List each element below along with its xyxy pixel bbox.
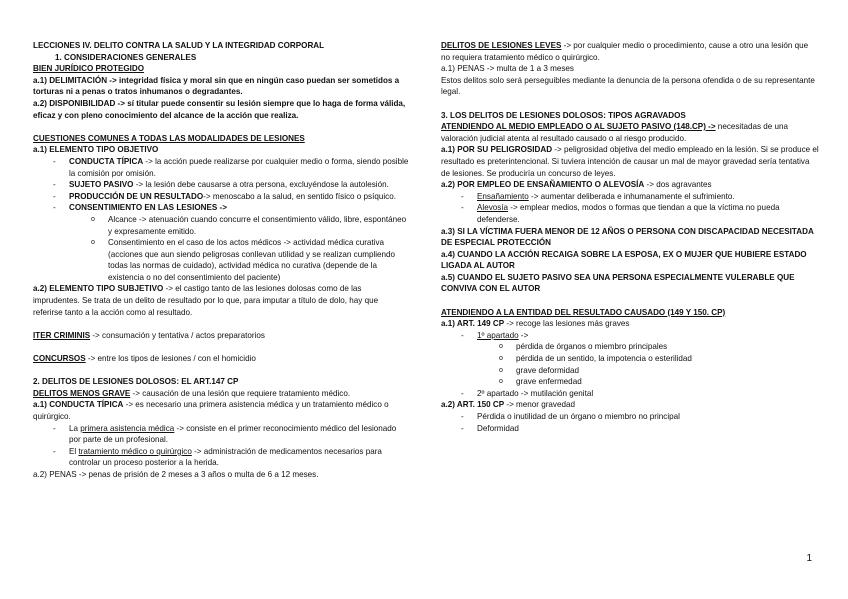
paragraph: ITER CRIMINIS -> consumación y tentativa / actos preparatorios — [33, 330, 265, 340]
list-item: - Pérdida o inutilidad de un órgano o miembro no principal — [441, 411, 819, 423]
paragraph: a.1) CONDUCTA TÍPICA -> es necesario una primera asistencia médica y un tratamiento médico o quirúrgico. — [33, 400, 389, 421]
sub-list-item: o Alcance -> atenuación cuando concurre el consentimiento válido, libre, espontáneo y expresamente emitido. — [33, 214, 410, 237]
section-heading: 1. CONSIDERACIONES GENERALES — [55, 52, 197, 62]
list-item: - 2º apartado -> mutilación genital — [441, 388, 819, 400]
left-column — [33, 40, 410, 481]
section-heading: 3. LOS DELITOS DE LESIONES DOLOSOS: TIPOS AGRAVADOS — [441, 110, 686, 120]
paragraph: a.2) ART. 150 CP -> menor gravedad — [441, 400, 575, 410]
paragraph: CONCURSOS -> entre los tipos de lesiones / con el homicidio — [33, 354, 256, 364]
page-number: 1 — [806, 553, 812, 564]
paragraph: a.3) SI LA VÍCTIMA FUERA MENOR DE 12 AÑOS O PERSONA CON DISCAPACIDAD NECESITADA DE ESPECIAL PROTECCIÓN — [441, 226, 814, 248]
paragraph: Estos delitos solo será perseguibles mediante la denuncia de la persona ofendida o de su representante legal. — [441, 75, 815, 97]
subheading: BIEN JURÍDICO PROTEGIDO — [33, 64, 145, 74]
paragraph: a.2) ELEMENTO TIPO SUBJETIVO -> el castigo tanto de las lesiones dolosas como de las imprudentes. Se trata de un delito de resultado por lo que, para imputar a título de dolo, hay que referirse tanto a la acción como al resultado. — [33, 284, 379, 317]
sub-list-item: o grave deformidad — [441, 365, 819, 377]
sub-list-item: o pérdida de órganos o miembro principales — [441, 341, 819, 353]
subheading: a.1) ELEMENTO TIPO OBJETIVO — [33, 145, 159, 155]
list-item: - CONDUCTA TÍPICA -> la acción puede realizarse por cualquier medio o forma, siendo posible la comisión por omisión. — [33, 156, 410, 179]
paragraph: a.2) DISPONIBILIDAD -> sí titular puede consentir su lesión siempre que lo haga de forma válida, eficaz y con pleno conocimiento del alcance de la acción que realiza. — [33, 98, 406, 120]
list-item: - Deformidad — [441, 423, 819, 435]
section-heading: 2. DELITOS DE LESIONES DOLOSOS: EL ART.147 CP — [33, 377, 239, 387]
paragraph: a.2) POR EMPLEO DE ENSAÑAMIENTO O ALEVOSÍA -> dos agravantes — [441, 180, 712, 190]
list-item: - Ensañamiento -> aumentar deliberada e inhumanamente el sufrimiento. — [441, 191, 819, 203]
paragraph: a.1) ART. 149 CP -> recoge las lesiones más graves — [441, 319, 630, 329]
paragraph: a.4) CUANDO LA ACCIÓN RECAIGA SOBRE LA ESPOSA, EX O MUJER QUE HUBIERE ESTADO LIGADA AL AUTOR — [441, 249, 807, 271]
list-item: - La primera asistencia médica -> consiste en el primer reconocimiento médico del lesionado por parte de un profesional. — [33, 423, 410, 446]
list-item: - CONSENTIMIENTO EN LAS LESIONES -> — [33, 202, 410, 214]
list-item: - PRODUCCIÓN DE UN RESULTADO-> menoscabo a la salud, en sentido físico o psíquico. — [33, 191, 410, 203]
paragraph: a.2) PENAS -> penas de prisión de 2 meses a 3 años o multa de 6 a 12 meses. — [33, 469, 319, 479]
list-item: - El tratamiento médico o quirúrgico -> administración de medicamentos necesarios para controlar un proceso posterior a la herida. — [33, 446, 410, 469]
paragraph: a.1) DELIMITACIÓN -> integridad física y moral sin que en ningún caso puedan ser sometidos a torturas ni a penas o tratos inhumanos o degradantes. — [33, 75, 400, 97]
list-item: - Alevosía -> emplear medios, modos o formas que tiendan a que la víctima no pueda defenderse. — [441, 202, 819, 225]
paragraph: ATENDIENDO AL MEDIO EMPLEADO O AL SUJETO PASIVO (148.CP) -> necesitadas de una valoración judicial atenta al resultado causado o al riesgo producido. — [441, 122, 789, 143]
paragraph: a.1) POR SU PELIGROSIDAD -> peligrosidad objetiva del medio empleado en la lesión. Si se produce el resultado es preterintencional. Si tuviera intención de causar un mal de mayor gravedad sería tentativa de lesiones. Se produciría un concurso de leyes. — [441, 145, 819, 178]
list-item: - 1º apartado -> — [441, 330, 819, 342]
subheading: CUESTIONES COMUNES A TODAS LAS MODALIDADES DE LESIONES — [33, 133, 305, 143]
paragraph: a.5) CUANDO EL SUJETO PASIVO SEA UNA PERSONA ESPECIALMENTE VULERABLE QUE CONVIVA CON EL AUTOR — [441, 272, 795, 294]
list-item: - SUJETO PASIVO -> la lesión debe causarse a otra persona, excluyéndose la autolesión. — [33, 179, 410, 191]
document-title: LECCIONES IV. DELITO CONTRA LA SALUD Y LA INTEGRIDAD CORPORAL — [33, 41, 325, 50]
paragraph: DELITOS MENOS GRAVE -> causación de una lesión que requiere tratamiento médico. — [33, 388, 351, 398]
subheading: ATENDIENDO A LA ENTIDAD DEL RESULTADO CAUSADO (149 Y 150. CP) — [441, 307, 726, 317]
sub-list-item: o pérdida de un sentido, la impotencia o esterilidad — [441, 353, 819, 365]
paragraph: a.1) PENAS -> multa de 1 a 3 meses — [441, 64, 574, 74]
right-column — [441, 40, 819, 434]
sub-list-item: o grave enfermedad — [441, 376, 819, 388]
paragraph: DELITOS DE LESIONES LEVES -> por cualquier medio o procedimiento, cause a otro una lesión que no requiera tratamiento médico o quirúrgico. — [441, 41, 809, 62]
sub-list-item: o Consentimiento en el caso de los actos médicos -> actividad médica curativa (acciones que aun siendo peligrosas conllevan utilidad y se realizan cumpliendo todas las normas de cuidado), actividad médica no curativa (depende de la existencia o no del consentimiento del paciente) — [33, 237, 410, 283]
